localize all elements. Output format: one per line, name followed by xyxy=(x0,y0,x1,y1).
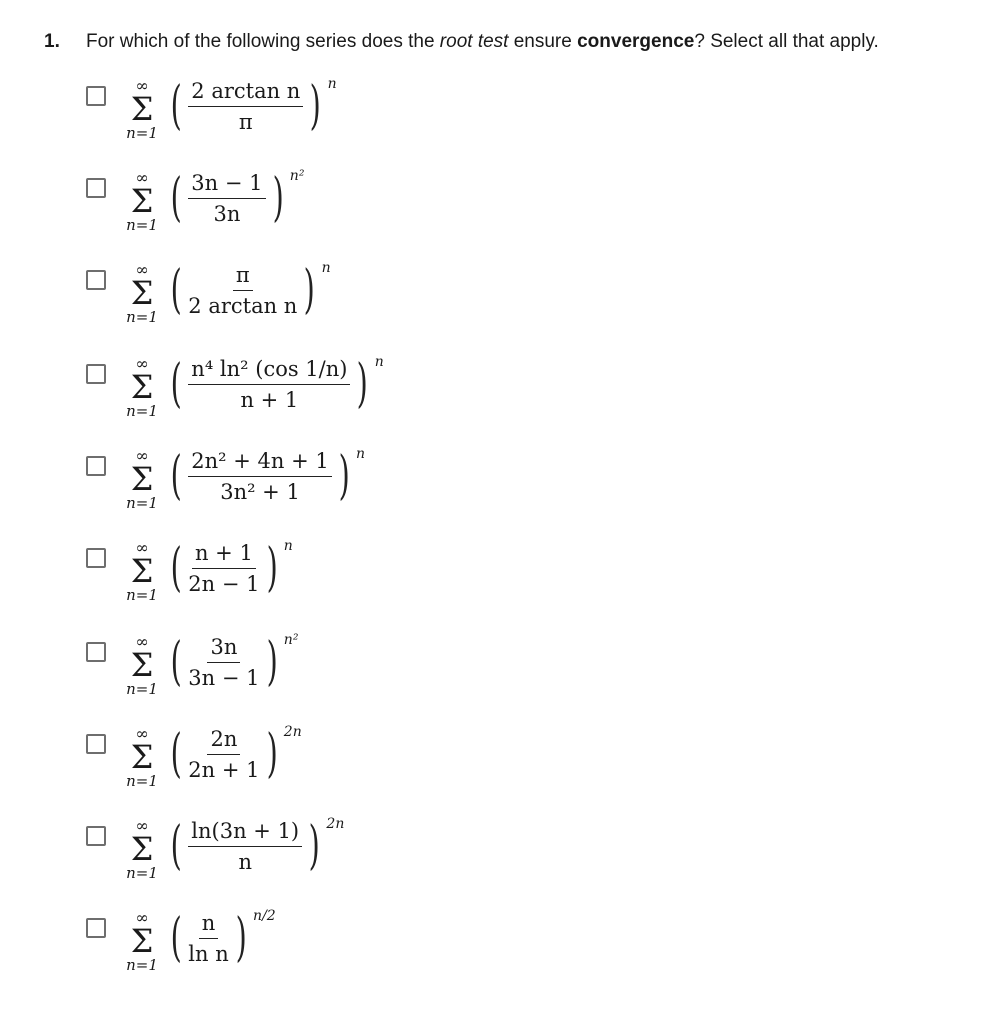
option-item xyxy=(86,908,686,1008)
sum-upper-limit: ∞ xyxy=(135,724,149,743)
option-checkbox[interactable] xyxy=(86,270,106,290)
question-text-pre: For which of the following series does the xyxy=(86,31,440,52)
option-checkbox[interactable] xyxy=(86,456,106,476)
series-term xyxy=(166,446,365,506)
option-checkbox[interactable] xyxy=(86,826,106,846)
fraction xyxy=(188,171,265,226)
numerator: n xyxy=(199,911,219,939)
denominator: 2n + 1 xyxy=(188,757,260,782)
sigma-icon: Σ xyxy=(130,460,154,498)
option-item xyxy=(86,168,686,268)
exponent: 2n xyxy=(283,724,302,740)
sum-upper-limit: ∞ xyxy=(135,908,149,927)
option-item xyxy=(86,632,686,732)
numerator: π xyxy=(233,263,253,291)
left-paren: ( xyxy=(170,168,182,228)
series-term xyxy=(166,260,331,320)
exponent: 2n xyxy=(326,816,345,832)
sum-upper-limit: ∞ xyxy=(135,168,149,187)
fraction xyxy=(188,727,259,782)
question-text xyxy=(86,31,879,53)
sigma-icon: Σ xyxy=(130,182,154,220)
left-paren: ( xyxy=(170,816,182,876)
left-paren: ( xyxy=(170,260,182,320)
series-term xyxy=(166,816,344,876)
series-term xyxy=(166,354,384,414)
fraction xyxy=(188,357,350,412)
left-paren: ( xyxy=(170,908,182,968)
option-checkbox[interactable] xyxy=(86,178,106,198)
sum-lower-limit: n=1 xyxy=(126,772,158,790)
denominator: n xyxy=(238,849,252,874)
fraction xyxy=(188,263,297,318)
sum-lower-limit: n=1 xyxy=(126,586,158,604)
right-paren: ) xyxy=(272,168,284,228)
question-text-italic: root test xyxy=(439,31,509,52)
left-paren: ( xyxy=(170,446,182,506)
left-paren: ( xyxy=(170,538,182,598)
option-checkbox[interactable] xyxy=(86,642,106,662)
sigma-icon: Σ xyxy=(130,90,154,128)
denominator: 2n − 1 xyxy=(188,571,260,596)
option-item xyxy=(86,354,686,454)
numerator: n⁴ ln² (cos 1/n) xyxy=(188,357,350,385)
question-text-mid: ensure xyxy=(508,31,578,52)
series-term xyxy=(166,76,337,136)
denominator: ln n xyxy=(188,941,229,966)
option-item xyxy=(86,724,686,824)
summation-symbol xyxy=(122,262,162,326)
option-checkbox[interactable] xyxy=(86,918,106,938)
sigma-icon: Σ xyxy=(130,552,154,590)
exponent: n/2 xyxy=(253,908,276,924)
denominator: 3n − 1 xyxy=(188,665,260,690)
sigma-icon: Σ xyxy=(130,368,154,406)
exponent: n xyxy=(356,446,366,462)
option-checkbox[interactable] xyxy=(86,734,106,754)
exponent: n xyxy=(283,538,293,554)
sum-lower-limit: n=1 xyxy=(126,680,158,698)
left-paren: ( xyxy=(170,354,182,414)
question-number: 1. xyxy=(44,31,60,52)
numerator: 3n xyxy=(207,635,240,663)
exponent: n xyxy=(321,260,331,276)
sum-upper-limit: ∞ xyxy=(135,632,149,651)
series-term xyxy=(166,724,302,784)
denominator: 2 arctan n xyxy=(188,293,298,318)
right-paren: ) xyxy=(309,76,322,136)
right-paren: ) xyxy=(266,632,278,692)
denominator: 3n xyxy=(213,201,241,226)
option-item xyxy=(86,816,686,916)
series-term xyxy=(166,632,298,692)
summation-symbol xyxy=(122,910,162,974)
series-term xyxy=(166,538,293,598)
fraction xyxy=(188,819,302,874)
option-checkbox[interactable] xyxy=(86,364,106,384)
numerator: 3n − 1 xyxy=(188,171,265,199)
summation-symbol xyxy=(122,448,162,512)
left-paren: ( xyxy=(170,632,182,692)
series-term xyxy=(166,908,276,968)
summation-symbol xyxy=(122,170,162,234)
question-text-bold: convergence xyxy=(577,31,695,52)
numerator: 2n² + 4n + 1 xyxy=(188,449,331,477)
sum-upper-limit: ∞ xyxy=(135,354,149,373)
summation-symbol xyxy=(122,634,162,698)
sum-upper-limit: ∞ xyxy=(135,260,149,279)
option-checkbox[interactable] xyxy=(86,548,106,568)
option-item xyxy=(86,446,686,546)
right-paren: ) xyxy=(357,354,369,414)
fraction xyxy=(188,541,259,596)
sigma-icon: Σ xyxy=(130,922,154,960)
sum-lower-limit: n=1 xyxy=(126,124,158,142)
exponent: n xyxy=(374,354,384,370)
numerator: n + 1 xyxy=(192,541,256,569)
sum-lower-limit: n=1 xyxy=(126,494,158,512)
sum-upper-limit: ∞ xyxy=(135,76,149,95)
sum-upper-limit: ∞ xyxy=(135,816,149,835)
summation-symbol xyxy=(122,540,162,604)
numerator: 2n xyxy=(207,727,240,755)
summation-symbol xyxy=(122,818,162,882)
sum-upper-limit: ∞ xyxy=(135,538,149,557)
summation-symbol xyxy=(122,726,162,790)
right-paren: ) xyxy=(266,724,278,784)
sigma-icon: Σ xyxy=(130,738,154,776)
option-item xyxy=(86,260,686,360)
fraction xyxy=(188,79,303,134)
numerator: ln(3n + 1) xyxy=(188,819,302,847)
sigma-icon: Σ xyxy=(130,274,154,312)
sum-upper-limit: ∞ xyxy=(135,446,149,465)
sum-lower-limit: n=1 xyxy=(126,956,158,974)
exponent: n² xyxy=(289,168,305,184)
question-text-post: ? Select all that apply. xyxy=(694,31,879,52)
option-item xyxy=(86,538,686,638)
denominator: π xyxy=(238,109,253,134)
exponent: n xyxy=(327,76,337,92)
option-item xyxy=(86,76,686,176)
series-term xyxy=(166,168,304,228)
fraction xyxy=(188,911,228,966)
sigma-icon: Σ xyxy=(130,830,154,868)
fraction xyxy=(188,635,259,690)
sum-lower-limit: n=1 xyxy=(126,308,158,326)
denominator: n + 1 xyxy=(240,387,299,412)
summation-symbol xyxy=(122,78,162,142)
left-paren: ( xyxy=(170,724,182,784)
sum-lower-limit: n=1 xyxy=(126,402,158,420)
left-paren: ( xyxy=(170,76,182,136)
summation-symbol xyxy=(122,356,162,420)
numerator: 2 arctan n xyxy=(188,79,303,107)
right-paren: ) xyxy=(308,816,320,876)
right-paren: ) xyxy=(266,538,278,598)
exponent: n² xyxy=(283,632,299,648)
right-paren: ) xyxy=(303,260,316,320)
right-paren: ) xyxy=(235,908,247,968)
right-paren: ) xyxy=(338,446,350,506)
option-checkbox[interactable] xyxy=(86,86,106,106)
fraction xyxy=(188,449,331,504)
sum-lower-limit: n=1 xyxy=(126,216,158,234)
sum-lower-limit: n=1 xyxy=(126,864,158,882)
sigma-icon: Σ xyxy=(130,646,154,684)
denominator: 3n² + 1 xyxy=(220,479,300,504)
